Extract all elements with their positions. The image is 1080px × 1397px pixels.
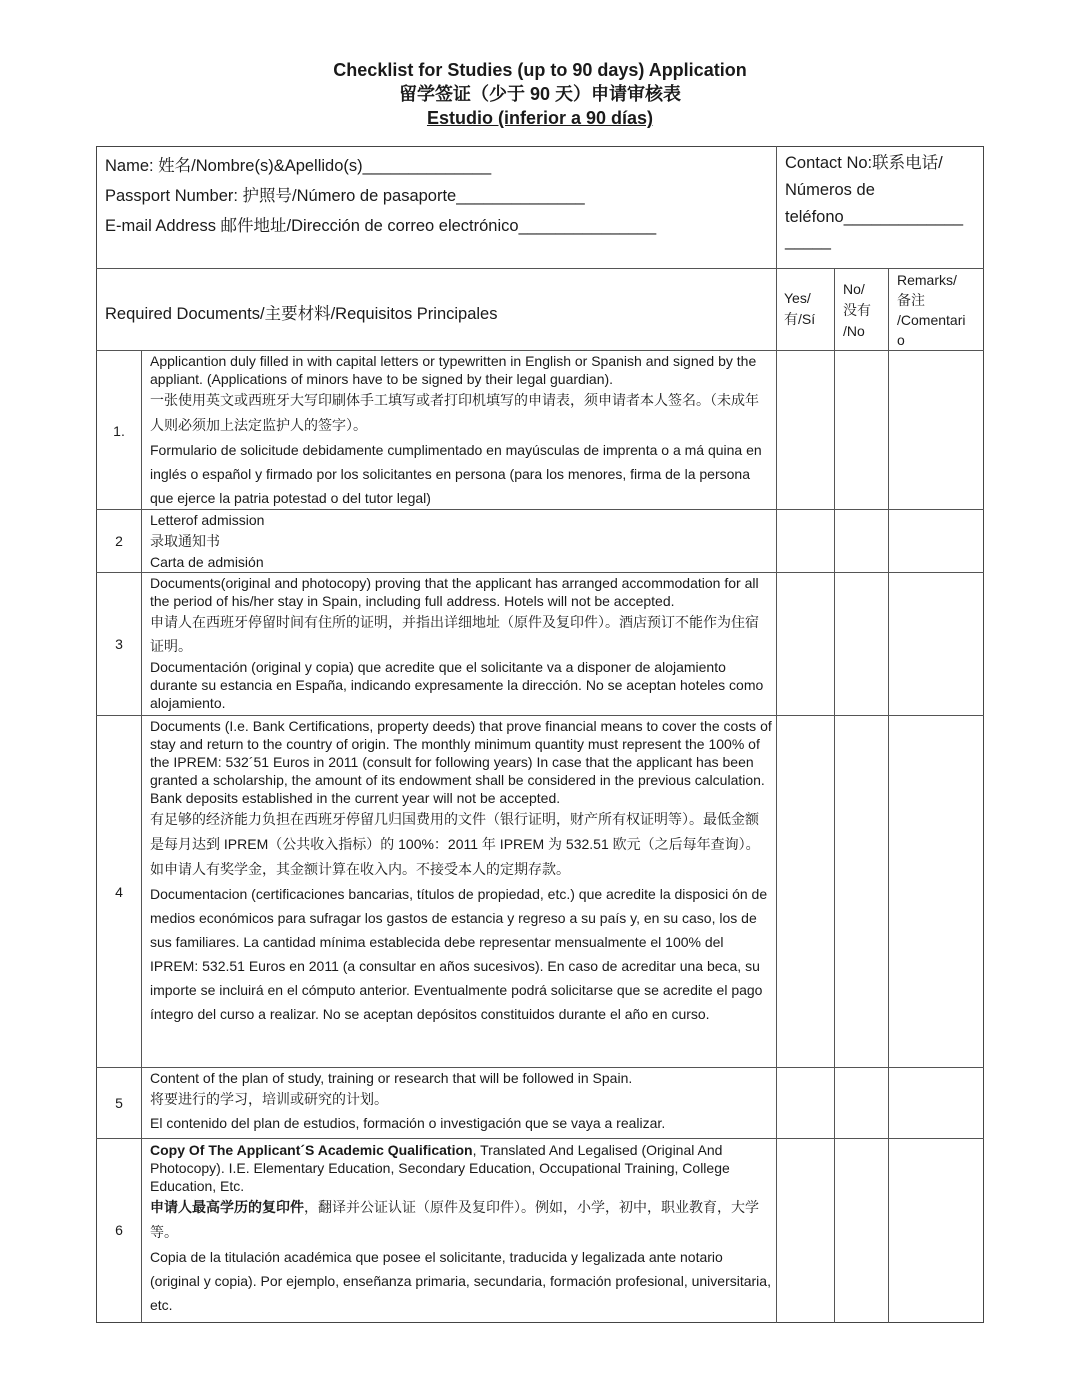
requirement-en: Content of the plan of study, training or research that will be followed in Spain. [150, 1070, 633, 1086]
email-field-label: E-mail Address 邮件地址/Dirección de correo electrónico_______________ [105, 217, 657, 235]
no-column-header [843, 279, 871, 342]
title-english: Checklist for Studies (up to 90 days) Application [333, 60, 747, 80]
divider [888, 268, 889, 1323]
remarks-column-header [897, 270, 965, 350]
contact-line: Números de [785, 181, 875, 199]
header-line: 没有 [843, 302, 871, 318]
requirement-cell [150, 717, 772, 1066]
title-spanish: Estudio (inferior a 90 días) [426, 108, 654, 128]
header-line: /Comentari [897, 312, 966, 328]
row-number: 6 [115, 1222, 123, 1238]
requirement-zh-bold: 申请人最高学历的复印件 [150, 1199, 304, 1215]
header-line: /No [843, 323, 865, 339]
requirement-cell [150, 1141, 772, 1322]
requirement-es: Documentacion (certificaciones bancarias, títulos de propiedad, etc.) que acredite la disposici ón de medios económicos para sufragar los gastos de estancia y regreso a su país y, en su caso, los de sus familiares. La cantidad mínima establecida debe representar mensualmente el 100% del IPREM: 532.51 Euros en 2011 (a consultar en años sucesivos). En caso de acreditar una beca, su importe se incluirá en el cómputo anterior. Eventualmente podrá solicitarse que se acredite el pago íntegro del curso a realizar. No se aceptan depósitos constituidos durante el año en curso. [150, 886, 768, 1022]
requirement-en-bold: Copy Of The Applicant´S Academic Qualification [150, 1142, 473, 1158]
divider [96, 1067, 984, 1068]
requirement-en: Documents (I.e. Bank Certifications, property deeds) that prove financial means to cover the costs of stay and return to the country of origin. The monthly minimum quantity must represent the 100% of the IPREM: 532´51 Euros in 2011 (consult for following years) In case that the applicant has been granted a scholarship, the amount of its endowment shall be considered in the previous calculation. Bank deposits established in the current year will not be accepted. [150, 718, 772, 806]
divider [96, 1138, 984, 1139]
requirement-cell [150, 1069, 772, 1137]
required-documents-header: Required Documents/主要材料/Requisitos Principales [105, 305, 498, 323]
requirement-zh-rest: ，翻译并公证认证（原件及复印件）。例如，小学，初中，职业教育，大学等。 [150, 1199, 759, 1240]
header-line: o [897, 332, 905, 348]
header-line: 有/Sí [784, 311, 816, 327]
requirement-es: El contenido del plan de estudios, formación o investigación que se vaya a realizar. [150, 1115, 666, 1131]
requirement-cell [150, 574, 772, 714]
requirement-en: Documents(original and photocopy) proving that the applicant has arranged accommodation for all the period of his/her stay in Spain, including full address. Hotels will not be accepted. [150, 575, 759, 609]
header-line: No/ [843, 281, 865, 297]
requirement-zh: 一张使用英文或西班牙大写印刷体手工填写或者打印机填写的申请表，须申请者本人签名。（未成年人则必须加上法定监护人的签字）。 [150, 392, 759, 433]
divider [96, 350, 984, 351]
divider [96, 715, 984, 716]
row-number: 3 [115, 636, 123, 652]
header-line: 备注 [897, 292, 925, 308]
divider [96, 268, 984, 269]
contact-line: Contact No:联系电话/ [785, 154, 943, 172]
requirement-es: Carta de admisión [150, 554, 264, 570]
divider [834, 268, 835, 1323]
contact-line: _____ [785, 232, 831, 250]
requirement-zh [150, 1195, 772, 1245]
divider [141, 350, 142, 1323]
divider [96, 509, 984, 510]
requirement-en [150, 1141, 772, 1195]
row-number: 2 [115, 533, 123, 549]
header-line: Yes/ [784, 290, 811, 306]
divider [776, 146, 777, 1323]
requirement-zh: 录取通知书 [150, 533, 220, 549]
document-title-block [0, 58, 1080, 130]
requirement-en: Letterof admission [150, 512, 265, 528]
yes-column-header [784, 288, 815, 330]
requirement-cell [150, 352, 772, 508]
row-number: 1. [113, 423, 125, 439]
name-field-label: Name: 姓名/Nombre(s)&Apellido(s)______________ [105, 157, 492, 175]
requirement-es: Formulario de solicitude debidamente cumplimentado en mayúsculas de imprenta o a má quina en inglés o español y firmado por los solicitantes en persona (para los menores, firma de la persona que ejerce la patria potestad o del tutor legal) [150, 442, 762, 506]
contact-line: teléfono_____________ [785, 208, 964, 226]
requirement-es: Documentación (original y copia) que acredite que el solicitante va a disponer de alojamiento durante su estancia en España, indicando expresamente la dirección. No se aceptan hoteles como alojamiento. [150, 659, 764, 711]
row-number: 5 [115, 1095, 123, 1111]
header-line: Remarks/ [897, 272, 957, 288]
requirement-en: Applicantion duly filled in with capital letters or typewritten in English or Spanish and signed by the appliant. (Applications of minors have to be signed by their legal guardian). [150, 353, 757, 387]
requirement-en-rest: , Translated And Legalised (Original And Photocopy). I.E. Elementary Education, Secondary Education, Occupational Training, College Education, Etc. [150, 1142, 730, 1194]
title-chinese: 留学签证（少于 90 天）申请审核表 [398, 84, 682, 104]
divider [96, 572, 984, 573]
requirement-es: Copia de la titulación académica que posee el solicitante, traducida y legalizada ante notario (original y copia). Por ejemplo, enseñanza primaria, secundaria, formación profesional, universitaria, etc. [150, 1249, 771, 1313]
contact-field [785, 150, 975, 251]
row-number: 4 [115, 884, 123, 900]
requirement-cell [150, 511, 772, 571]
requirement-zh: 有足够的经济能力负担在西班牙停留几归国费用的文件（银行证明，财产所有权证明等）。最低金额是每月达到 IPREM（公共收入指标）的 100%：2011 年 IPREM 为 532.51 欧元（之后每年查询）。如申请人有奖学金，其金额计算在收入内。不接受本人的定期存款。 [150, 811, 760, 877]
passport-field-label: Passport Number: 护照号/Número de pasaporte______________ [105, 187, 585, 205]
requirement-zh: 将要进行的学习，培训或研究的计划。 [150, 1091, 388, 1107]
requirement-zh: 申请人在西班牙停留时间有住所的证明，并指出详细地址（原件及复印件）。酒店预订不能作为住宿证明。 [150, 614, 759, 654]
